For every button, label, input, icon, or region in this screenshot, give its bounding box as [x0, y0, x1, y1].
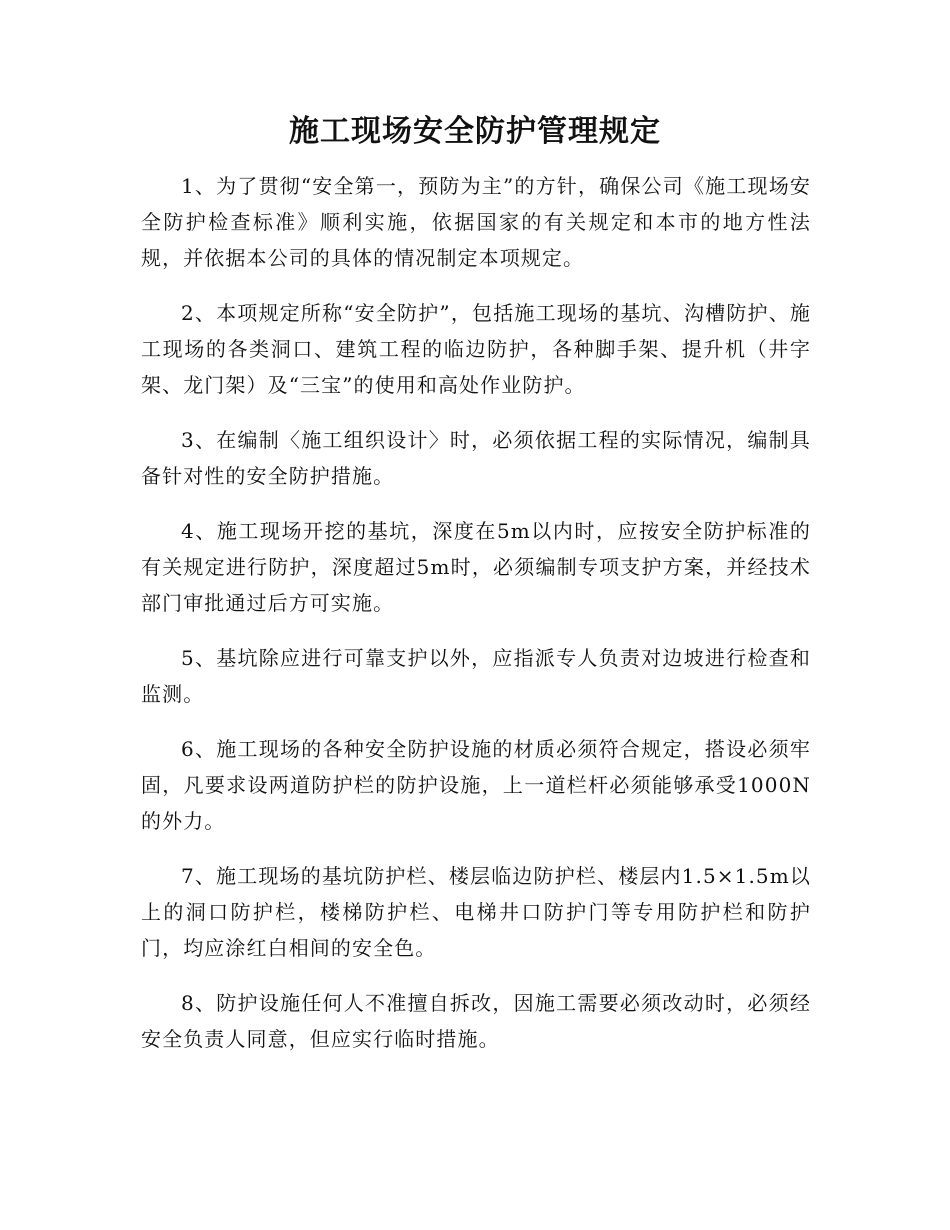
paragraph-7: 7、施工现场的基坑防护栏、楼层临边防护栏、楼层内1.5×1.5m以上的洞口防护栏，楼梯防护栏、电梯井口防护门等专用防护栏和防护门，均应涂红白相间的安全色。 — [141, 864, 811, 960]
paragraph-4: 4、施工现场开挖的基坑，深度在5m以内时，应按安全防护标准的有关规定进行防护，深度超过5m时，必须编制专项支护方案，并经技术部门审批通过后方可实施。 — [141, 519, 811, 615]
paragraph-2: 2、本项规定所称“安全防护”，包括施工现场的基坑、沟槽防护、施工现场的各类洞口、建筑工程的临边防护，各种脚手架、提升机（井字架、龙门架）及“三宝”的使用和高处作业防护。 — [141, 301, 811, 397]
paragraph-6: 6、施工现场的各种安全防护设施的材质必须符合规定，搭设必须牢固，凡要求设两道防护栏的防护设施，上一道栏杆必须能够承受1000N的外力。 — [141, 737, 811, 833]
document-title: 施工现场安全防护管理规定 — [289, 114, 661, 149]
paragraph-1: 1、为了贯彻“安全第一，预防为主”的方针，确保公司《施工现场安全防护检查标准》顺利实施，依据国家的有关规定和本市的地方性法规，并依据本公司的具体的情况制定本项规定。 — [141, 174, 811, 270]
paragraph-5: 5、基坑除应进行可靠支护以外，应指派专人负责对边坡进行检查和监测。 — [141, 646, 811, 706]
document-body — [141, 168, 811, 1076]
paragraph-3: 3、在编制〈施工组织设计〉时，必须依据工程的实际情况，编制具备针对性的安全防护措施。 — [141, 428, 811, 488]
paragraph-8: 8、防护设施任何人不准擅自拆改，因施工需要必须改动时，必须经安全负责人同意，但应实行临时措施。 — [141, 991, 811, 1051]
